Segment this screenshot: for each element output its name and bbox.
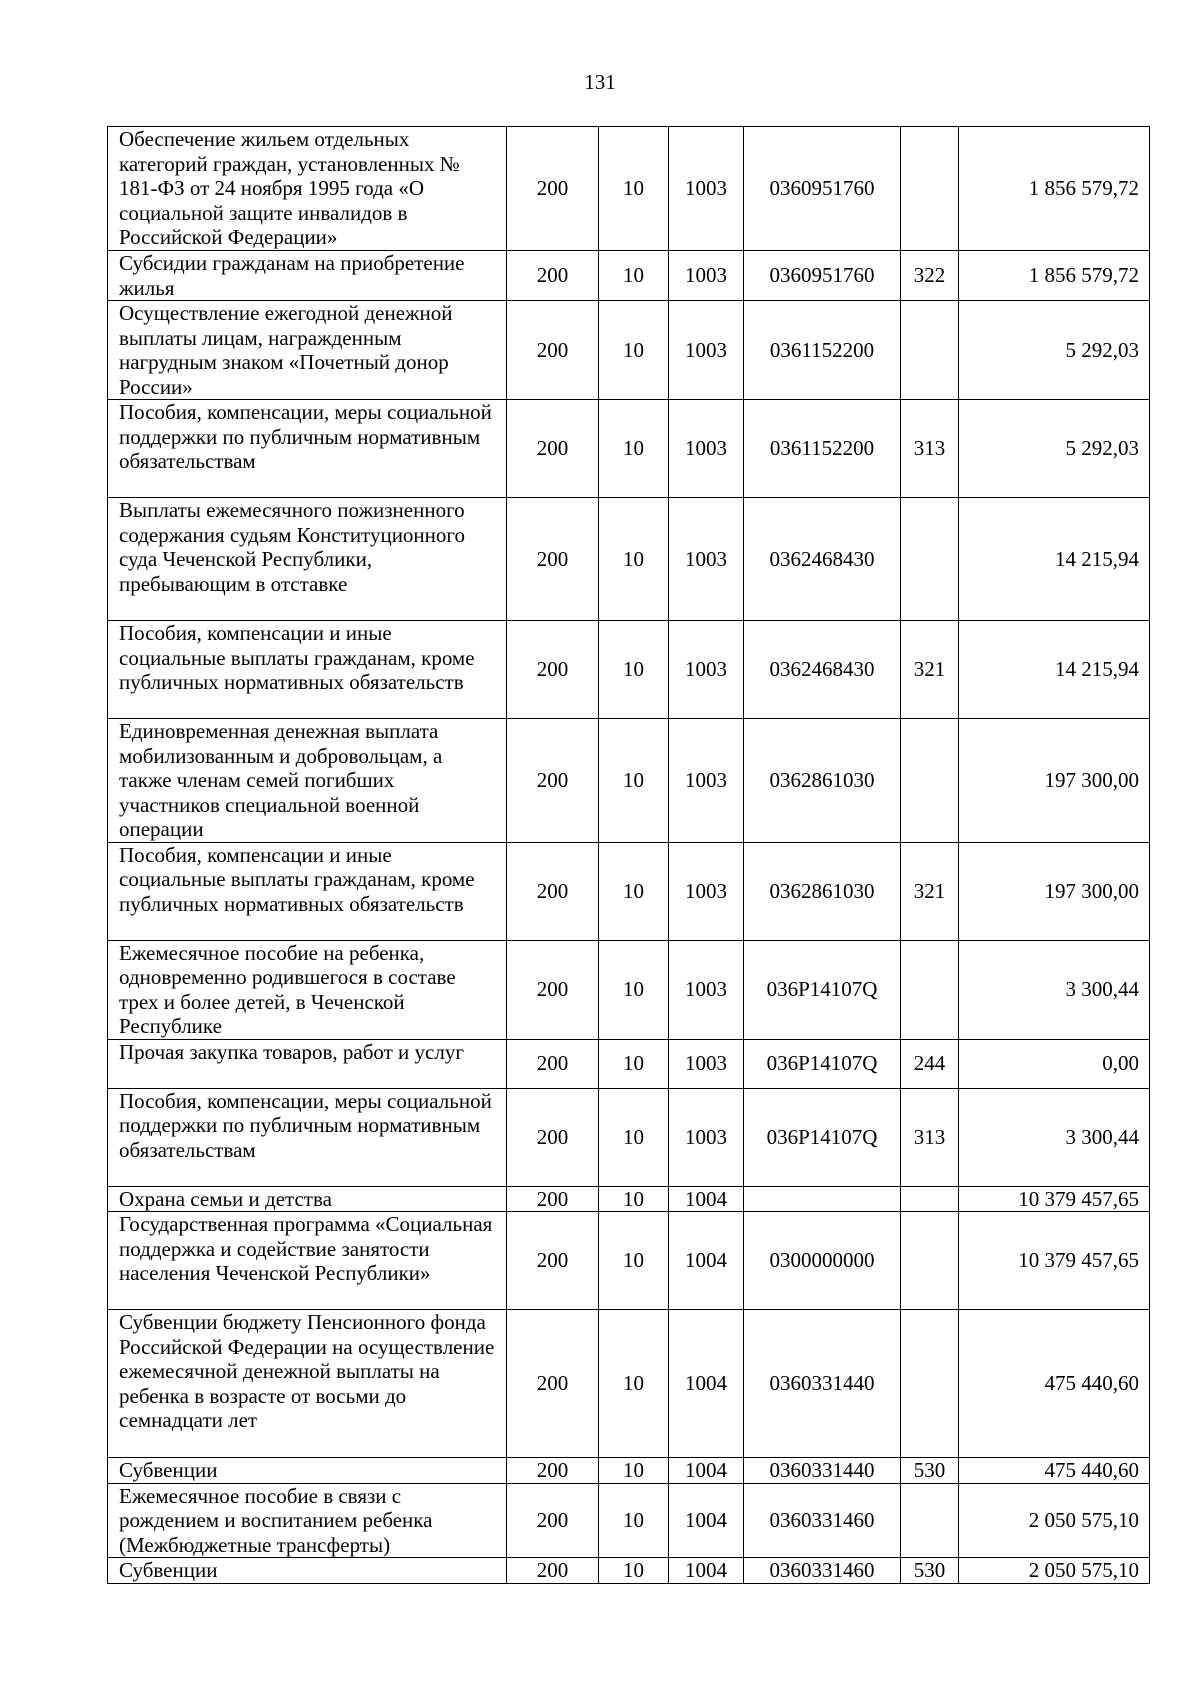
ministry-code: 200 [507, 1088, 599, 1186]
budget-table [107, 126, 1150, 1584]
target-article-code: 0360331440 [744, 1458, 901, 1484]
subsection-code: 1003 [669, 251, 744, 301]
amount: 1 856 579,72 [959, 127, 1150, 251]
amount: 197 300,00 [959, 842, 1150, 940]
row-name: Пособия, компенсации, меры социальной поддержки по публичным нормативным обязательствам [108, 400, 507, 498]
ministry-code: 200 [507, 1483, 599, 1558]
section-code: 10 [599, 498, 669, 621]
row-name: Пособия, компенсации и иные социальные выплаты гражданам, кроме публичных нормативных обязательств [108, 621, 507, 719]
ministry-code: 200 [507, 301, 599, 400]
row-name: Субвенции бюджету Пенсионного фонда Российской Федерации на осуществление ежемесячной денежной выплаты на ребенка в возрасте от восьми до семнадцати лет [108, 1310, 507, 1458]
table-row [108, 940, 1150, 1039]
amount: 2 050 575,10 [959, 1483, 1150, 1558]
amount: 5 292,03 [959, 400, 1150, 498]
subsection-code: 1003 [669, 940, 744, 1039]
row-name: Пособия, компенсации, меры социальной поддержки по публичным нормативным обязательствам [108, 1088, 507, 1186]
subsection-code: 1004 [669, 1558, 744, 1584]
expense-type-code [901, 127, 959, 251]
amount: 10 379 457,65 [959, 1212, 1150, 1310]
target-article-code: 0360331460 [744, 1483, 901, 1558]
ministry-code: 200 [507, 842, 599, 940]
subsection-code: 1004 [669, 1310, 744, 1458]
ministry-code: 200 [507, 251, 599, 301]
target-article-code: 036P14107Q [744, 940, 901, 1039]
table-row [108, 1212, 1150, 1310]
section-code: 10 [599, 251, 669, 301]
amount: 2 050 575,10 [959, 1558, 1150, 1584]
section-code: 10 [599, 1039, 669, 1088]
expense-type-code [901, 1212, 959, 1310]
row-name: Ежемесячное пособие в связи с рождением и воспитанием ребенка (Межбюджетные трансферты) [108, 1483, 507, 1558]
ministry-code: 200 [507, 1039, 599, 1088]
expense-type-code [901, 301, 959, 400]
table-row [108, 842, 1150, 940]
section-code: 10 [599, 842, 669, 940]
section-code: 10 [599, 719, 669, 843]
row-name: Прочая закупка товаров, работ и услуг [108, 1039, 507, 1088]
expense-type-code [901, 498, 959, 621]
ministry-code: 200 [507, 400, 599, 498]
row-name: Ежемесячное пособие на ребенка, одновременно родившегося в составе трех и более детей, в Чеченской Республике [108, 940, 507, 1039]
target-article-code: 036P14107Q [744, 1039, 901, 1088]
page-number: 131 [584, 70, 616, 94]
expense-type-code: 321 [901, 842, 959, 940]
table-row [108, 400, 1150, 498]
target-article-code: 036P14107Q [744, 1088, 901, 1186]
row-name: Охрана семьи и детства [108, 1186, 507, 1212]
amount: 475 440,60 [959, 1310, 1150, 1458]
ministry-code: 200 [507, 1458, 599, 1484]
target-article-code [744, 1186, 901, 1212]
expense-type-code: 313 [901, 1088, 959, 1186]
section-code: 10 [599, 400, 669, 498]
row-name: Осуществление ежегодной денежной выплаты лицам, награжденным нагрудным знаком «Почетный донор России» [108, 301, 507, 400]
amount: 14 215,94 [959, 621, 1150, 719]
ministry-code: 200 [507, 127, 599, 251]
table-row [108, 251, 1150, 301]
expense-type-code: 322 [901, 251, 959, 301]
row-name: Субвенции [108, 1458, 507, 1484]
subsection-code: 1003 [669, 498, 744, 621]
table-row [108, 1483, 1150, 1558]
target-article-code: 0300000000 [744, 1212, 901, 1310]
amount: 14 215,94 [959, 498, 1150, 621]
table-row [108, 127, 1150, 251]
subsection-code: 1004 [669, 1483, 744, 1558]
expense-type-code [901, 1483, 959, 1558]
row-name: Государственная программа «Социальная поддержка и содействие занятости населения Чеченской Республики» [108, 1212, 507, 1310]
target-article-code: 0360951760 [744, 127, 901, 251]
amount: 3 300,44 [959, 1088, 1150, 1186]
subsection-code: 1003 [669, 719, 744, 843]
row-name: Обеспечение жильем отдельных категорий граждан, установленных № 181-ФЗ от 24 ноября 1995 года «О социальной защите инвалидов в Российской Федерации» [108, 127, 507, 251]
table-row [108, 498, 1150, 621]
expense-type-code [901, 1310, 959, 1458]
subsection-code: 1003 [669, 842, 744, 940]
target-article-code: 0360331460 [744, 1558, 901, 1584]
target-article-code: 0360951760 [744, 251, 901, 301]
section-code: 10 [599, 1310, 669, 1458]
expense-type-code [901, 719, 959, 843]
target-article-code: 0362468430 [744, 498, 901, 621]
budget-table-body [108, 127, 1150, 1584]
subsection-code: 1004 [669, 1186, 744, 1212]
table-row [108, 1186, 1150, 1212]
expense-type-code [901, 1186, 959, 1212]
section-code: 10 [599, 1458, 669, 1484]
section-code: 10 [599, 940, 669, 1039]
ministry-code: 200 [507, 719, 599, 843]
section-code: 10 [599, 127, 669, 251]
table-row [108, 621, 1150, 719]
target-article-code: 0362468430 [744, 621, 901, 719]
amount: 10 379 457,65 [959, 1186, 1150, 1212]
expense-type-code: 321 [901, 621, 959, 719]
subsection-code: 1003 [669, 400, 744, 498]
section-code: 10 [599, 301, 669, 400]
ministry-code: 200 [507, 1558, 599, 1584]
subsection-code: 1003 [669, 301, 744, 400]
amount: 475 440,60 [959, 1458, 1150, 1484]
amount: 197 300,00 [959, 719, 1150, 843]
section-code: 10 [599, 1483, 669, 1558]
table-row [108, 719, 1150, 843]
row-name: Единовременная денежная выплата мобилизованным и добровольцам, а также членам семей погибших участников специальной военной операции [108, 719, 507, 843]
row-name: Пособия, компенсации и иные социальные выплаты гражданам, кроме публичных нормативных обязательств [108, 842, 507, 940]
row-name: Субсидии гражданам на приобретение жилья [108, 251, 507, 301]
ministry-code: 200 [507, 1310, 599, 1458]
ministry-code: 200 [507, 1212, 599, 1310]
ministry-code: 200 [507, 1186, 599, 1212]
section-code: 10 [599, 1558, 669, 1584]
table-row [108, 1310, 1150, 1458]
target-article-code: 0362861030 [744, 719, 901, 843]
subsection-code: 1003 [669, 621, 744, 719]
subsection-code: 1004 [669, 1458, 744, 1484]
table-row [108, 301, 1150, 400]
section-code: 10 [599, 1088, 669, 1186]
table-row [108, 1088, 1150, 1186]
amount: 1 856 579,72 [959, 251, 1150, 301]
expense-type-code: 530 [901, 1558, 959, 1584]
expense-type-code: 244 [901, 1039, 959, 1088]
table-row [108, 1458, 1150, 1484]
ministry-code: 200 [507, 498, 599, 621]
section-code: 10 [599, 621, 669, 719]
amount: 5 292,03 [959, 301, 1150, 400]
ministry-code: 200 [507, 621, 599, 719]
target-article-code: 0361152200 [744, 400, 901, 498]
row-name: Выплаты ежемесячного пожизненного содержания судьям Конституционного суда Чеченской Республики, пребывающим в отставке [108, 498, 507, 621]
expense-type-code [901, 940, 959, 1039]
target-article-code: 0361152200 [744, 301, 901, 400]
ministry-code: 200 [507, 940, 599, 1039]
expense-type-code: 313 [901, 400, 959, 498]
target-article-code: 0360331440 [744, 1310, 901, 1458]
subsection-code: 1003 [669, 1088, 744, 1186]
row-name: Субвенции [108, 1558, 507, 1584]
section-code: 10 [599, 1186, 669, 1212]
subsection-code: 1004 [669, 1212, 744, 1310]
subsection-code: 1003 [669, 127, 744, 251]
target-article-code: 0362861030 [744, 842, 901, 940]
amount: 3 300,44 [959, 940, 1150, 1039]
table-row [108, 1039, 1150, 1088]
table-row [108, 1558, 1150, 1584]
amount: 0,00 [959, 1039, 1150, 1088]
expense-type-code: 530 [901, 1458, 959, 1484]
subsection-code: 1003 [669, 1039, 744, 1088]
section-code: 10 [599, 1212, 669, 1310]
